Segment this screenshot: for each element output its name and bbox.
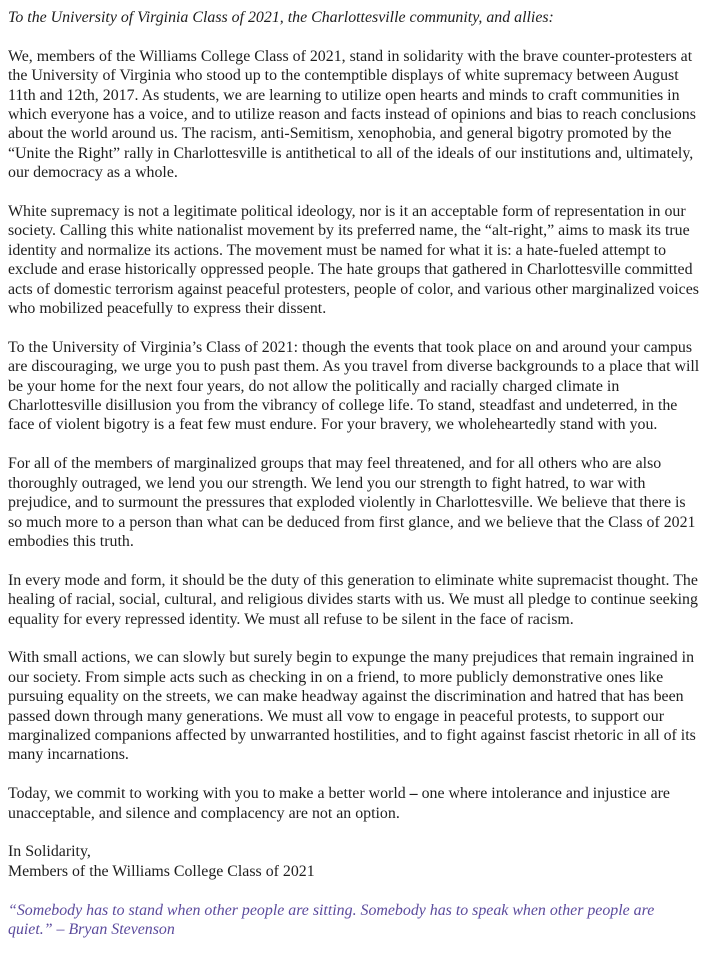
commitment-text-before-dash: Today, we commit to working with you to make a better world xyxy=(8,785,410,803)
paragraph-marginalized-groups: For all of the members of marginalized groups that may feel threatened, and for all others who are also thoroughly outraged, we lend you our strength. We lend you our strength to fight hatred, to war with prejudice, and to surmount the pressures that exploded violently in Charlottesville. We believe that there is so much more to a person than what can be deduced from first glance, and we believe that the Class of 2021 embodies this truth. xyxy=(8,455,696,550)
commitment-text-after-dash: one where intolerance and injustice are unacceptable, and silence and complacency are not an option. xyxy=(8,785,670,822)
paragraph-to-uva-class: To the University of Virginia’s Class of 2021: though the events that took place on and around your campus are discouraging, we urge you to push past them. As you travel from diverse backgrounds to a place that will be your home for the next four years, do not allow the politically and racially charged climate in Charlottesville disillusion you from the vibrancy of college life. To stand, steadfast and undeterred, in the face of violent bigotry is a feat few must endure. For your bravery, we wholeheartedly stand with you. xyxy=(8,338,700,434)
paragraph-duty-of-generation: In every mode and form, it should be the duty of this generation to eliminate white supremacist thought. The healing of racial, social, cultural, and religious divides starts with us. We must all pledge to continue seeking equality for every repressed identity. We must all refuse to be silent in the face of racism. xyxy=(8,571,698,628)
paragraph-small-actions: With small actions, we can slowly but surely begin to expunge the many prejudices that remain ingrained in our society. From simple acts such as checking in on a friend, to more publicly demonstrative ones like pursuing equality on the streets, we can make headway against the discrimination and hatred that has been passed down through many generations. We must all vow to engage in peaceful protests, to support our marginalized companions affected by unwarranted hostilities, and to fight against fascist rhetoric in all of its many incarnations. xyxy=(8,649,696,764)
closing-block xyxy=(8,842,700,881)
paragraph-white-supremacy: White supremacy is not a legitimate political ideology, nor is it an acceptable form of representation in our society. Calling this white nationalist movement by its preferred name, the “alt-right,” aims to mask its true identity and normalize its actions. The movement must be named for what it is: a hate-fueled attempt to exclude and erase historically oppressed people. The hate groups that gathered in Charlottesville committed acts of domestic terrorism against peaceful protesters, people of color, and various other marginalized voices who mobilized peacefully to express their dissent. xyxy=(8,203,699,318)
paragraph-solidarity: We, members of the Williams College Class of 2021, stand in solidarity with the brave counter-protesters at the University of Virginia who stood up to the contemptible displays of white supremacy between August 11th and 12th, 2017. As students, we are learning to utilize open hearts and minds to craft communities in which everyone has a voice, and to utilize reason and facts instead of opinions and bias to reach conclusions about the world around us. The racism, anti-Semitism, xenophobia, and general bigotry promoted by the “Unite the Right” rally in Charlottesville is antithetical to all of the ideals of our institutions and, ultimately, our democracy as a whole. xyxy=(8,47,696,182)
paragraph-commitment xyxy=(8,784,700,823)
closing-salutation: In Solidarity, xyxy=(8,843,91,861)
en-dash: – xyxy=(409,785,418,803)
quote-bryan-stevenson: “Somebody has to stand when other people are sitting. Somebody has to speak when other people are quiet.” – Bryan Stevenson xyxy=(8,901,655,938)
closing-signature: Members of the Williams College Class of 2021 xyxy=(8,862,315,880)
salutation-line: To the University of Virginia Class of 2021, the Charlottesville community, and allies: xyxy=(8,9,554,26)
